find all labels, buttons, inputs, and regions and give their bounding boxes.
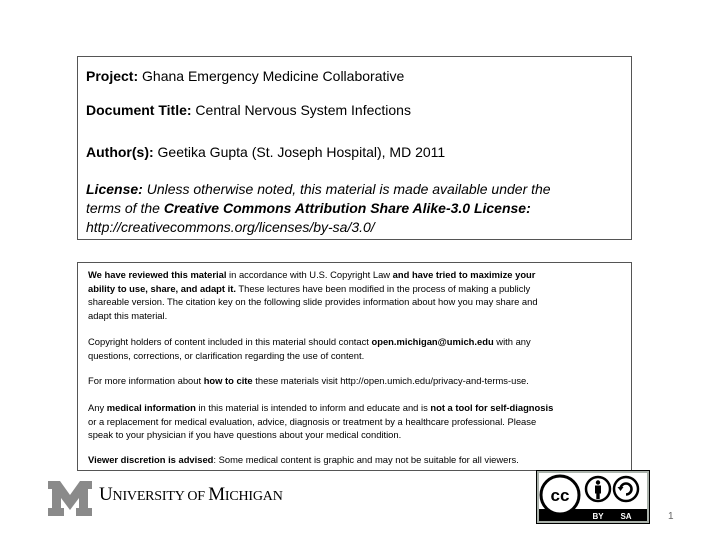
- project-label: Project:: [86, 68, 139, 84]
- page-number: 1: [668, 511, 674, 522]
- notice-text: : Some medical content is graphic and may not be suitable for all viewers.: [213, 454, 519, 465]
- university-block-m-logo-icon: [48, 481, 92, 516]
- license-url[interactable]: http://creativecommons.org/licenses/by-sa/3.0/: [86, 219, 375, 235]
- project-value: Ghana Emergency Medicine Collaborative: [142, 68, 405, 84]
- notice-paragraph-5: [88, 453, 519, 467]
- notice-text: shareable version. The citation key on the following slide provides information about how you may share and: [88, 296, 538, 308]
- notice-text: medical information: [106, 402, 196, 413]
- notice-box: [77, 262, 632, 471]
- notice-text: adapt this material.: [88, 309, 168, 321]
- notice-text: in this material is intended to inform and educate and is: [198, 402, 428, 413]
- contact-email[interactable]: open.michigan@umich.edu: [371, 336, 494, 347]
- document-title-line: [86, 101, 411, 119]
- notice-text: These lectures have been modified in the process of making a publicly: [238, 282, 531, 294]
- notice-text: questions, corrections, or clarification regarding the use of content.: [88, 349, 365, 361]
- svg-text:cc: cc: [550, 486, 570, 505]
- notice-text: or a replacement for medical evaluation, advice, diagnosis or treatment by a healthcare professional. Please: [88, 415, 537, 427]
- license-line1: Unless otherwise noted, this material is made available under the: [146, 181, 551, 197]
- notice-paragraph-2: [88, 335, 531, 362]
- university-name-part: NIVERSITY OF: [112, 489, 209, 504]
- notice-text: Copyright holders of content included in this material should contact: [88, 336, 369, 347]
- notice-text: For more information about: [88, 375, 202, 386]
- author-line: [86, 143, 445, 161]
- project-line: [86, 67, 404, 85]
- title-box: [77, 56, 632, 240]
- notice-paragraph-4: [88, 401, 553, 442]
- notice-text: Any: [88, 402, 105, 413]
- cc-by-label: BY: [592, 512, 604, 521]
- author-value: Geetika Gupta (St. Joseph Hospital), MD 2011: [157, 144, 446, 160]
- license-block: [86, 180, 551, 237]
- notice-text: these materials visit http://open.umich.edu/privacy-and-terms-use.: [255, 375, 529, 386]
- notice-text: in accordance with U.S. Copyright Law: [229, 269, 391, 280]
- university-name: [99, 484, 283, 506]
- university-name-part: M: [208, 484, 225, 505]
- notice-text: and have tried to maximize your: [392, 269, 536, 280]
- notice-text: speak to your physician if you have questions about your medical condition.: [88, 429, 402, 441]
- notice-text: not a tool for self-diagnosis: [430, 402, 554, 413]
- notice-text: Viewer discretion is advised: [88, 454, 214, 465]
- license-label: License:: [86, 181, 143, 197]
- university-name-part: U: [99, 484, 113, 505]
- creative-commons-by-sa-badge-icon: [536, 470, 650, 524]
- license-line2-pre: terms of the: [86, 200, 160, 216]
- notice-text: with any: [496, 336, 531, 347]
- document-title-value: Central Nervous System Infections: [195, 102, 411, 118]
- document-title-label: Document Title:: [86, 102, 192, 118]
- notice-text: We have reviewed this material: [88, 269, 227, 280]
- notice-text: ability to use, share, and adapt it.: [88, 282, 236, 294]
- university-name-part: ICHIGAN: [224, 489, 283, 504]
- notice-paragraph-3: [88, 374, 529, 388]
- notice-paragraph-1: [88, 268, 538, 322]
- author-label: Author(s):: [86, 144, 154, 160]
- license-name: Creative Commons Attribution Share Alike-3.0 License:: [163, 200, 531, 216]
- cc-sa-label: SA: [620, 512, 632, 521]
- notice-text: how to cite: [203, 375, 253, 386]
